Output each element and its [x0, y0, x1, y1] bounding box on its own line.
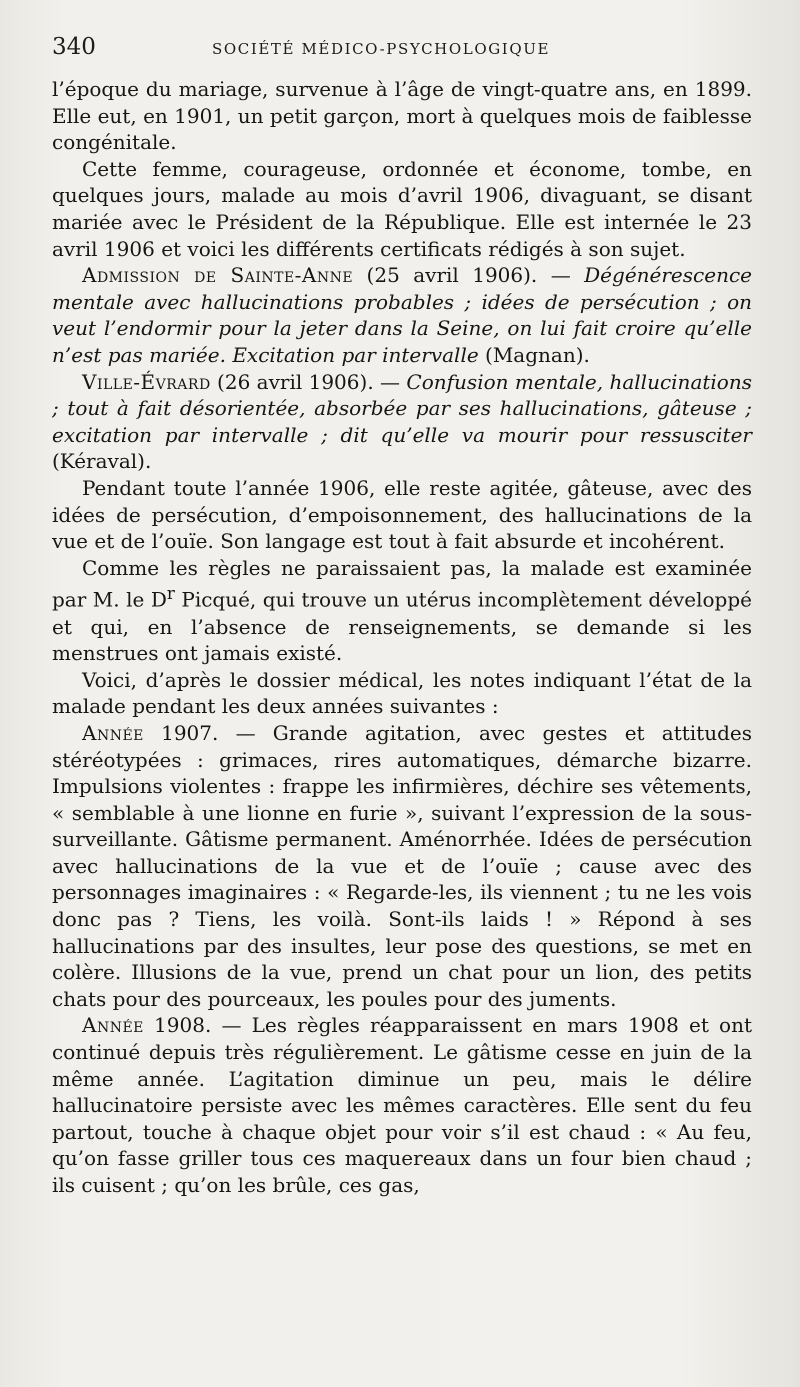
- page-number: 340: [52, 34, 96, 60]
- paragraph-onset: Cette femme, courageuse, ordonnée et économe, tombe, en quelques jours, malade au mois d’avril 1906, divaguant, se disant mariée avec le Président de la République. Elle est internée le 23 avril 1906 et voici les différents certificats rédigés à son sujet.: [52, 156, 752, 261]
- paragraph-notes-intro: Voici, d’après le dossier médical, les notes indiquant l’état de la malade pendant les deux années suivantes :: [52, 667, 752, 719]
- certificate-author: (Kéraval).: [52, 449, 152, 474]
- paragraph-year-1907: Année 1907. — Grande agitation, avec gestes et attitudes stéréotypées : grimaces, rires automatiques, démarche bizarre. Impulsions violentes : frappe les infirmières, déchire ses vêtements, « semblable à une lionne en furie », suivant l’expression de la sous-surveillante. Gâtisme permanent. Aménorrhée. Idées de persécution avec hallucinations de la vue et de l’ouïe ; cause avec des personnages imaginaires : « Regarde-les, ils viennent ; tu ne les vois donc pas ? Tiens, les voilà. Sont-ils laids ! » Répond à ses hallucinations par des insultes, leur pose des questions, se met en colère. Illusions de la vue, prend un chat pour un lion, des petits chats pour des pourceaux, les poules pour des juments.: [52, 720, 752, 1011]
- superscript-r: r: [166, 584, 175, 604]
- certificate-date: (26 avril 1906). —: [210, 369, 407, 394]
- paragraph-examination: Comme les règles ne paraissaient pas, la malade est examinée par M. le $D^r$ Picqué, qui trouve un utérus incomplètement développé et qui, en l’absence de renseignements, se demande si les menstrues ont jamais existé.: [52, 555, 752, 666]
- running-title: SOCIÉTÉ MÉDICO-PSYCHOLOGIQUE: [212, 40, 551, 58]
- certificate-source: Admission de Sainte-Anne: [82, 263, 354, 288]
- certificate-sainte-anne: [52, 262, 752, 368]
- paragraph-continuation: l’époque du mariage, survenue à l’âge de vingt-quatre ans, en 1899. Elle eut, en 1901, un petit garçon, mort à quelques mois de faiblesse congénitale.: [52, 77, 752, 155]
- running-head: [52, 34, 760, 66]
- certificate-source: Ville-Évrard: [82, 369, 211, 394]
- certificate-ville-evrard: [52, 369, 752, 475]
- paragraph-year-1908: Année 1908. — Les règles réapparaissent en mars 1908 et ont continué depuis très régulièrement. Le gâtisme cesse en juin de la même année. L’agitation diminue un peu, mais le délire hallucinatoire persiste avec les mêmes caractères. Elle sent du feu partout, touche à chaque objet pour voir s’il est chaud : « Au feu, qu’on fasse griller tous ces maquereaux dans un four bien chaud ; ils cuisent ; qu’on les brûle, ces gas,: [52, 1013, 752, 1197]
- certificate-author: (Magnan).: [478, 342, 590, 367]
- year-heading: Année: [82, 1013, 144, 1038]
- body-text: [52, 76, 752, 1199]
- year-heading: Année: [82, 720, 144, 745]
- certificate-text: Dégénérescence mentale avec hallucinations probables ; idées de persécution ; on veut l’endormir pour la jeter dans la Seine, on lui fait croire qu’elle n’est pas mariée. Excitation par intervalle: [52, 263, 752, 367]
- certificate-date: (25 avril 1906). —: [353, 263, 585, 288]
- paragraph-year-1906: Pendant toute l’année 1906, elle reste agitée, gâteuse, avec des idées de persécution, d’empoisonnement, des hallucinations de la vue et de l’ouïe. Son langage est tout à fait absurde et incohérent.: [52, 475, 752, 554]
- certificate-text: Confusion mentale, hallucinations ; tout à fait désorientée, absorbée par ses hallucinations, gâteuse ; excitation par intervalle ; dit qu’elle va mourir pour ressusciter: [52, 369, 752, 447]
